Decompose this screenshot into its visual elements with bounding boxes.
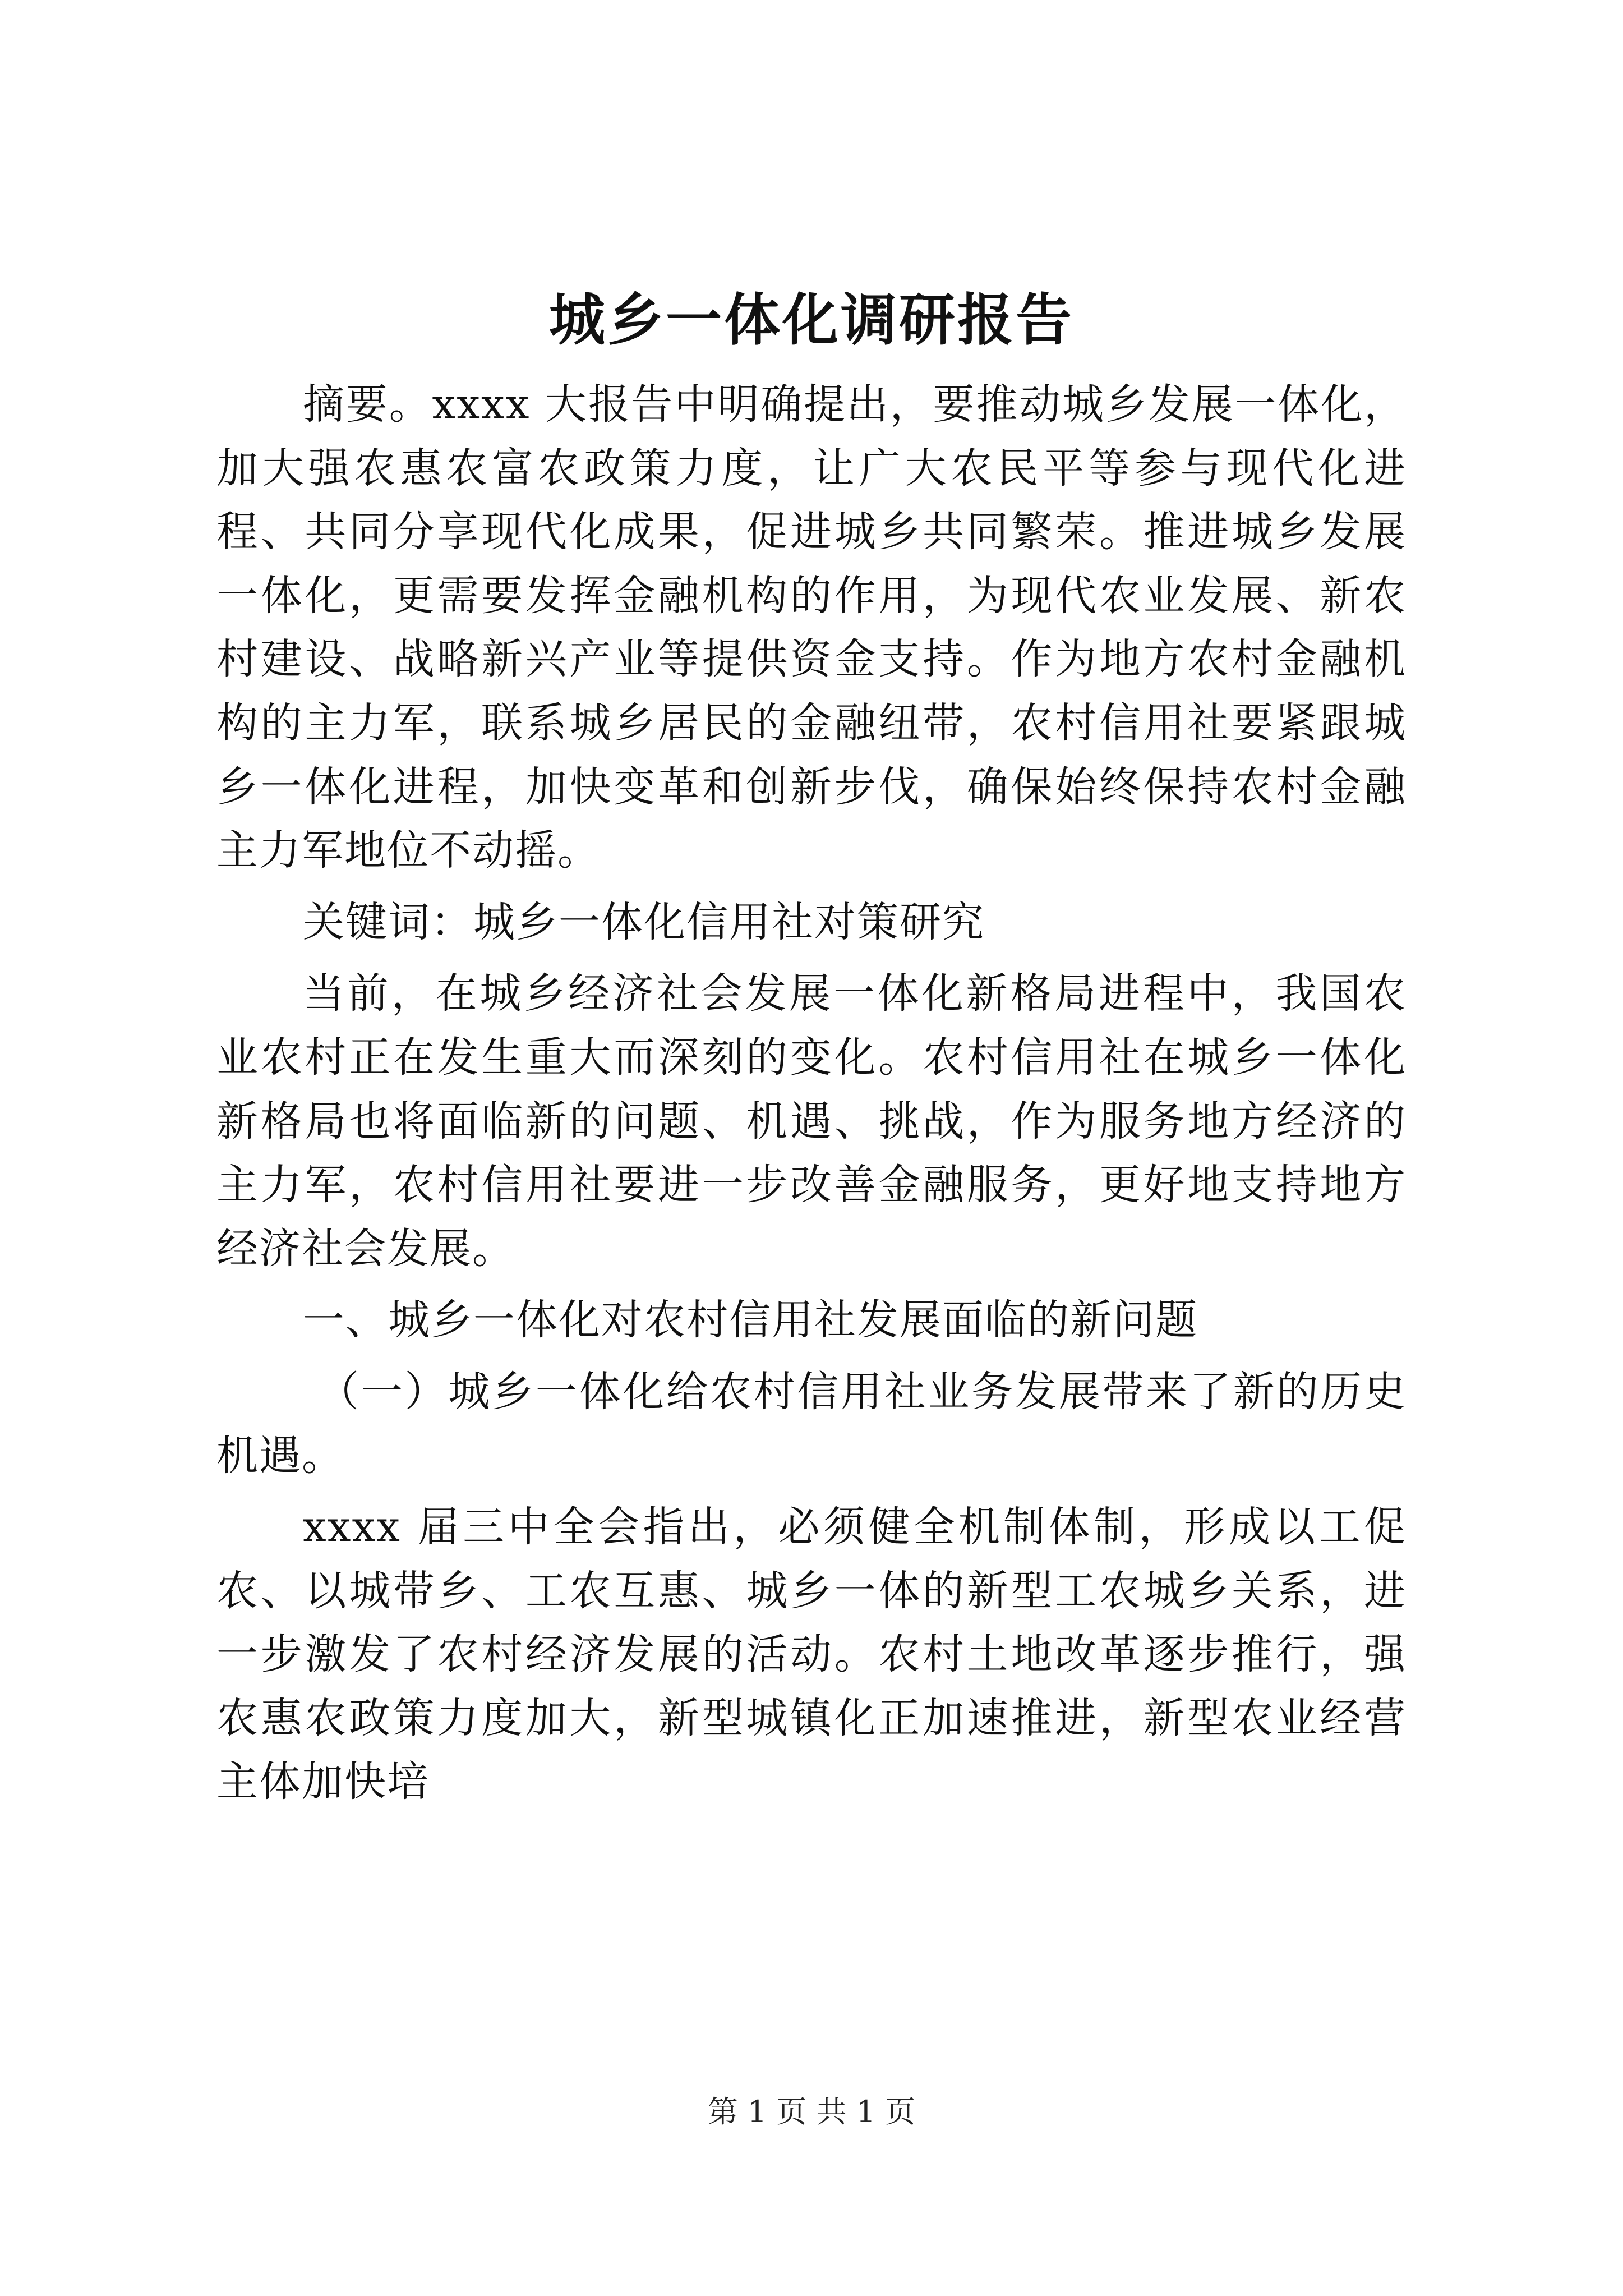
document-title: 城乡一体化调研报告 xyxy=(549,287,1074,353)
keywords-paragraph: 关键词：城乡一体化信用社对策研究 xyxy=(303,898,985,946)
subsection-heading: （一）城乡一体化给农村信用社业务发展带来了新的历史机遇。 xyxy=(216,1367,1407,1480)
page-footer: 第 1 页 共 1 页 xyxy=(707,2094,916,2129)
abstract-paragraph: 摘要。xxxx 大报告中明确提出，要推动城乡发展一体化，加大强农惠农富农政策力度，让广大农民平等参与现代化进程、共同分享现代化成果，促进城乡共同繁荣。推进城乡发展一体化，更需要发挥金融机构的作用，为现代农业发展、新农村建设、战略新兴产业等提供资金支持。作为地方农村金融机构的主力军，联系城乡居民的金融纽带，农村信用社要紧跟城乡一体化进程，加快变革和创新步伐，确保始终保持农村金融主力军地位不动摇。 xyxy=(216,380,1407,875)
intro-paragraph: 当前，在城乡经济社会发展一体化新格局进程中，我国农业农村正在发生重大而深刻的变化。农村信用社在城乡一体化新格局也将面临新的问题、机遇、挑战，作为服务地方经济的主力军，农村信用社要进一步改善金融服务，更好地支持地方经济社会发展。 xyxy=(216,969,1407,1273)
section-heading: 一、城乡一体化对农村信用社发展面临的新问题 xyxy=(303,1296,1198,1345)
document-body xyxy=(216,373,1407,1814)
section-body-paragraph: xxxx 届三中全会指出，必须健全机制体制，形成以工促农、以城带乡、工农互惠、城乡一体的新型工农城乡关系，进一步激发了农村经济发展的活动。农村土地改革逐步推行，强农惠农政策力度加大，新型城镇化正加速推进，新型农业经营主体加快培 xyxy=(216,1503,1407,1806)
